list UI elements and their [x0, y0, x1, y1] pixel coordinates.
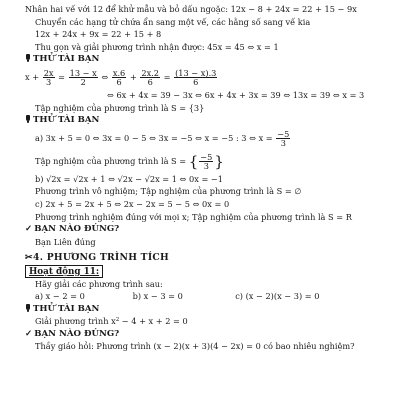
section-heading: THỬ TÀI BẠN [25, 53, 400, 66]
check-icon: ✓ [25, 224, 33, 235]
fraction: $\frac{(13 - x).3}{6}$ [175, 68, 217, 88]
text-line: Thu gọn và giải phương trình nhận được: 45x = 45 ⇔ x = 1 [35, 41, 279, 52]
activity-heading: Hoạt động 11: [25, 265, 400, 278]
section-title: ✂4. PHƯƠNG TRÌNH TÍCH [25, 252, 170, 264]
text-line: Hãy giải các phương trình sau: [35, 278, 163, 289]
text-line: Chuyển các hạng tử chứa ẩn sang một vế, các hằng số sang vế kia [35, 16, 311, 27]
equation-line: b) √2x = √2x + 1 ⇔ √2x − √2x = 1 ⇔ 0x = −1 [35, 173, 223, 184]
solution-line: Tập nghiệm của phương trình là S = {3} [35, 102, 205, 113]
pen-icon [25, 304, 32, 312]
text-line: 12x + 24x + 9x = 22 + 15 + 8 [35, 29, 162, 40]
equation-line: c) 2x + 5 = 2x + 5 ⇔ 2x − 2x = 5 − 5 ⇔ 0x = 0 [35, 198, 230, 209]
equation-line: Giải phương trình $x^2 - 4 + x + 2 = 0$ [35, 316, 188, 327]
section-heading: THỬ TÀI BẠN [25, 114, 400, 127]
pen-icon [25, 54, 32, 62]
scissors-icon: ✂ [25, 252, 33, 264]
text-line: Nhân hai vế với 12 để khử mẫu và bỏ dấu ngoặc: 12x − 8 + 24x = 22 + 15 − 9x [25, 4, 357, 14]
fraction: $\frac{x.6}{6}$ [112, 68, 126, 88]
text-line: Thầy giáo hỏi: Phương trình (x − 2)(x + 3)(4 − 2x) = 0 có bao nhiêu nghiệm? [35, 341, 355, 352]
solution-line: Tập nghiệm của phương trình là S = { $\frac{-5}{3}$ } [35, 152, 224, 172]
section-heading: THỬ TÀI BẠN [25, 303, 400, 316]
equation-line: x + $\frac{2x}{3}$ = $\frac{13 - x}{2}$ ⇔ $\frac{x.6}{6}$ + $\frac{2x.2}{6}$ = $\frac{(13 - x).3}{6}$ [25, 68, 217, 88]
fraction: $\frac{-5}{3}$ [277, 129, 290, 149]
pen-icon [25, 115, 32, 123]
equation-line: ⇔ 6x + 4x = 39 − 3x ⇔ 6x + 4x + 3x = 39 ⇔ 13x = 39 ⇔ x = 3 [107, 89, 365, 100]
check-icon: ✓ [25, 328, 33, 339]
section-heading: ✓ BẠN NÀO ĐÚNG? [25, 328, 120, 339]
exercise-row: a) x − 2 = 0 b) x − 3 = 0 c) (x − 2)(x − 3) = 0 [35, 291, 320, 302]
answer-line: Bạn Liên đúng [35, 236, 96, 247]
solution-line: Phương trình nghiệm đúng với mọi x; Tập nghiệm của phương trình là S = R [35, 211, 352, 222]
solution-line: Phương trình vô nghiệm; Tập nghiệm của phương trình là S = ∅ [35, 186, 302, 197]
fraction: $\frac{2x.2}{6}$ [141, 68, 159, 88]
equation-line: a) 3x + 5 = 0 ⇔ 3x = 0 − 5 ⇔ 3x = −5 ⇔ x = −5 : 3 ⇔ x = $\frac{-5}{3}$ [35, 129, 290, 149]
fraction: $\frac{2x}{3}$ [43, 68, 54, 88]
fraction: $\frac{-5}{3}$ [200, 152, 213, 172]
fraction: $\frac{13 - x}{2}$ [69, 68, 97, 88]
section-heading: ✓ BẠN NÀO ĐÚNG? [25, 224, 120, 235]
